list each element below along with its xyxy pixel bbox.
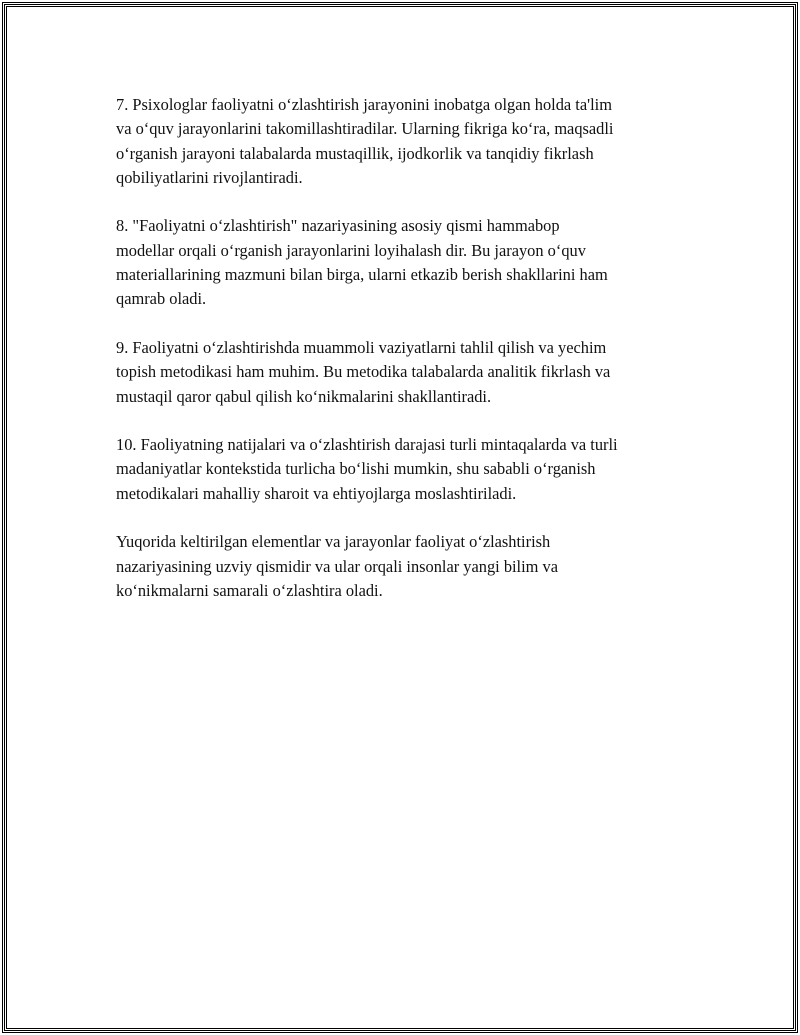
paragraph-9: 9. Faoliyatni o‘zlashtirishda muammoli vaziyatlarni tahlil qilish va yechim topish metodikasi ham muhim. Bu metodika talabalarda analitik fikrlash va mustaqil qaror qabul qilish ko‘nikmalarini shakllantiradi. (116, 337, 611, 406)
document-body (116, 93, 696, 628)
paragraph-10: 10. Faoliyatning natijalari va o‘zlashtirish darajasi turli mintaqalarda va turli madaniyatlar kontekstida turlicha bo‘lishi mumkin, shu sababli o‘rganish metodikalari mahalliy sharoit va ehtiyojlarga moslashtiriladi. (116, 435, 618, 503)
paragraph-8: 8. "Faoliyatni o‘zlashtirish" nazariyasining asosiy qismi hammabop modellar orqali o‘rganish jarayonlarini loyihalash dir. Bu jarayon o‘quv materiallarining mazmuni bilan birga, ularni etkazib berish shakllarini ham qamrab oladi. (116, 216, 608, 309)
paragraph-7: 7. Psixologlar faoliyatni o‘zlashtirish jarayonini inobatga olgan holda ta'lim va o‘quv jarayonlarini takomillashtiradilar. Ularning fikriga ko‘ra, maqsadli o‘rganish jarayoni talabalarda mustaqillik, ijodkorlik va tanqidiy fikrlash qobiliyatlarini rivojlantiradi. (116, 95, 614, 187)
paragraph-conclusion: Yuqorida keltirilgan elementlar va jarayonlar faoliyat o‘zlashtirish nazariyasining uzviy qismidir va ular orqali insonlar yangi bilim va ko‘nikmalarni samarali o‘zlashtira oladi. (116, 532, 558, 600)
